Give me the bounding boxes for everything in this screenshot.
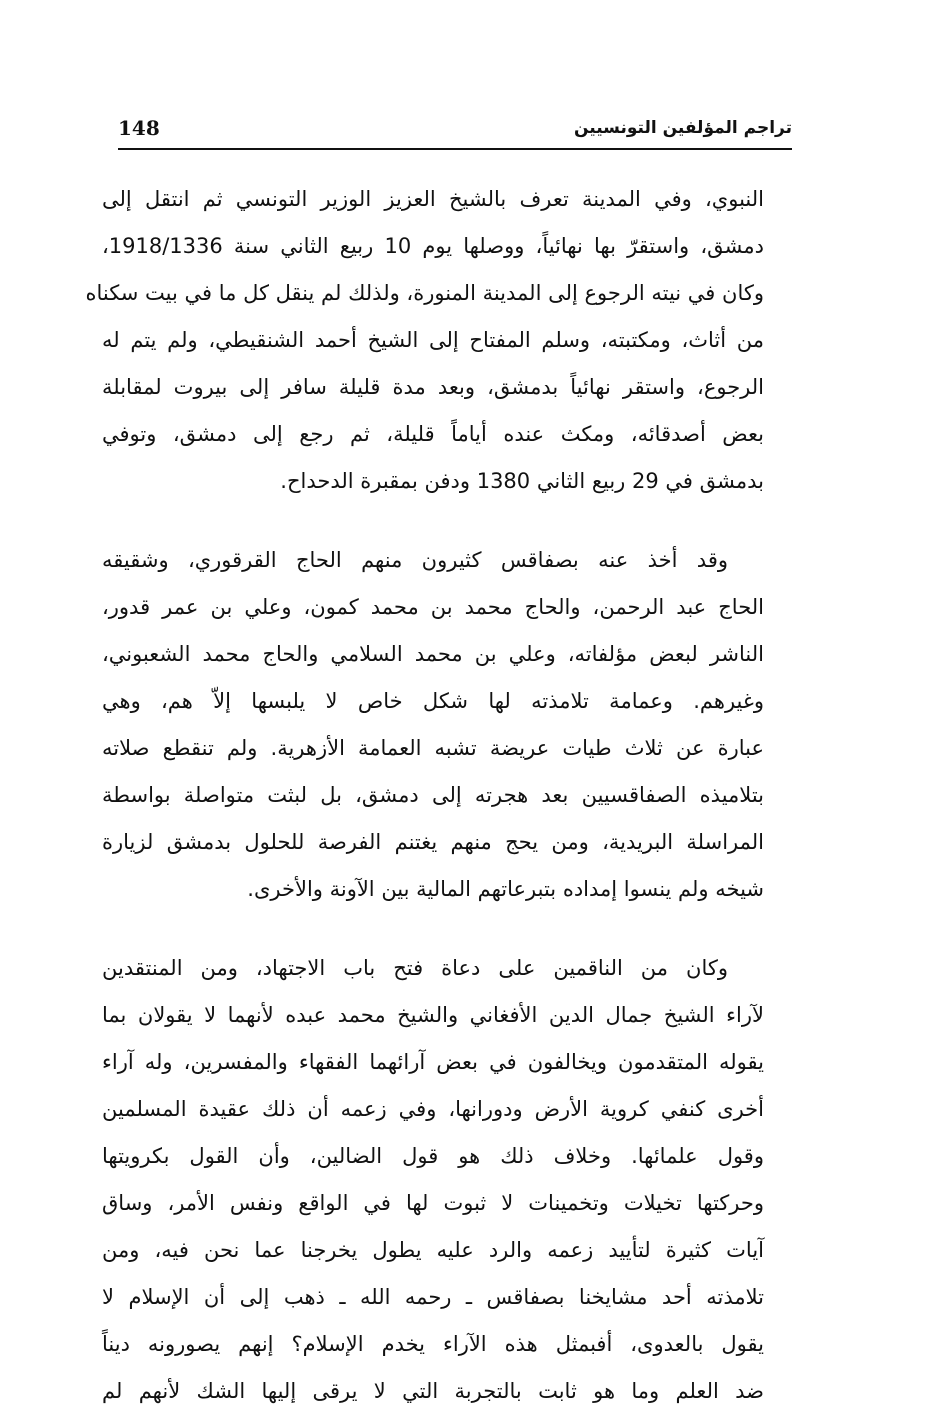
text-line: وقول علمائها. وخلاف ذلك هو قول الضالين، وأن القول بكرويتها [102,1144,764,1168]
text-line: النبوي، وفي المدينة تعرف بالشيخ العزيز الوزير التونسي ثم انتقل إلى [102,187,764,211]
text-line: لآراء الشيخ جمال الدين الأفغاني والشيخ محمد عبده لأنهما لا يقولان بما [102,1003,764,1027]
text-line: وكان في نيته الرجوع إلى المدينة المنورة، ولذلك لم ينقل كل ما في بيت سكناه [85,281,764,305]
text-line: عبارة عن ثلاث طيات عريضة تشبه العمامة الأزهرية. ولم تنقطع صلاته [102,736,764,760]
text-line: المراسلة البريدية، ومن يحج منهم يغتنم الفرصة للحلول بدمشق لزيارة [102,830,764,854]
text-line: يقول بالعدوى، أفبمثل هذه الآراء يخدم الإسلام؟ إنهم يصورونه ديناً [102,1332,764,1356]
text-line: تلامذته أحد مشايخنا بصفاقس ـ رحمه الله ـ ذهب إلى أن الإسلام لا [102,1285,764,1309]
text-line: الحاج عبد الرحمن، والحاج محمد بن محمد كمون، وعلي بن عمر قدور، [102,595,764,619]
paragraph-2 [102,537,764,913]
paragraph-1 [85,176,764,505]
text-line: من أثاث، ومكتبته، وسلم المفتاح إلى الشيخ أحمد الشنقيطي، ولم يتم له [102,328,764,352]
paragraph-3 [102,945,764,1415]
text-line: وقد أخذ عنه بصفاقس كثيرون منهم الحاج القرقوري، وشقيقه [102,548,728,572]
running-title: تراجم المؤلفين التونسيين [574,118,792,138]
text-line: ضد العلم وما هو ثابت بالتجربة التي لا يرقى إليها الشك لأنهم لم [102,1379,764,1403]
text-line: الرجوع، واستقر نهائياً بدمشق، وبعد مدة قليلة سافر إلى بيروت لمقابلة [102,375,764,399]
text-line: أخرى كنفي كروية الأرض ودورانها، وفي زعمه أن ذلك عقيدة المسلمين [102,1097,764,1121]
text-line: بدمشق في 29 ربيع الثاني 1380 ودفن بمقبرة الدحداح. [280,469,764,493]
text-line: يقوله المتقدمون ويخالفون في بعض آرائهما الفقهاء والمفسرين، وله آراء [102,1050,764,1074]
text-line: آيات كثيرة لتأييد زعمه والرد عليه يطول يخرجنا عما نحن فيه، ومن [102,1238,764,1262]
page-number: 148 [118,116,160,140]
body-text [85,176,764,1415]
text-line: شيخه ولم ينسوا إمداده بتبرعاتهم المالية بين الآونة والأخرى. [247,877,764,901]
text-line: بتلاميذه الصفاقسيين بعد هجرته إلى دمشق، بل لبثت متواصلة بواسطة [102,783,764,807]
page-header [118,100,792,150]
text-line: وغيرهم. وعمامة تلامذته لها شكل خاص لا يلبسها إلاّ هم، وهي [102,689,764,713]
text-line: وكان من الناقمين على دعاة فتح باب الاجتهاد، ومن المنتقدين [102,956,728,980]
text-line: وحركتها تخيلات وتخمينات لا ثبوت لها في الواقع ونفس الأمر، وساق [102,1191,764,1215]
text-line: الناشر لبعض مؤلفاته، وعلي بن محمد السلامي والحاج محمد الشعبوني، [102,642,764,666]
text-line: دمشق، واستقرّ بها نهائياً، ووصلها يوم 10 ربيع الثاني سنة 1918/1336، [102,234,764,258]
text-line: بعض أصدقائه، ومكث عنده أياماً قليلة، ثم رجع إلى دمشق، وتوفي [102,422,764,446]
